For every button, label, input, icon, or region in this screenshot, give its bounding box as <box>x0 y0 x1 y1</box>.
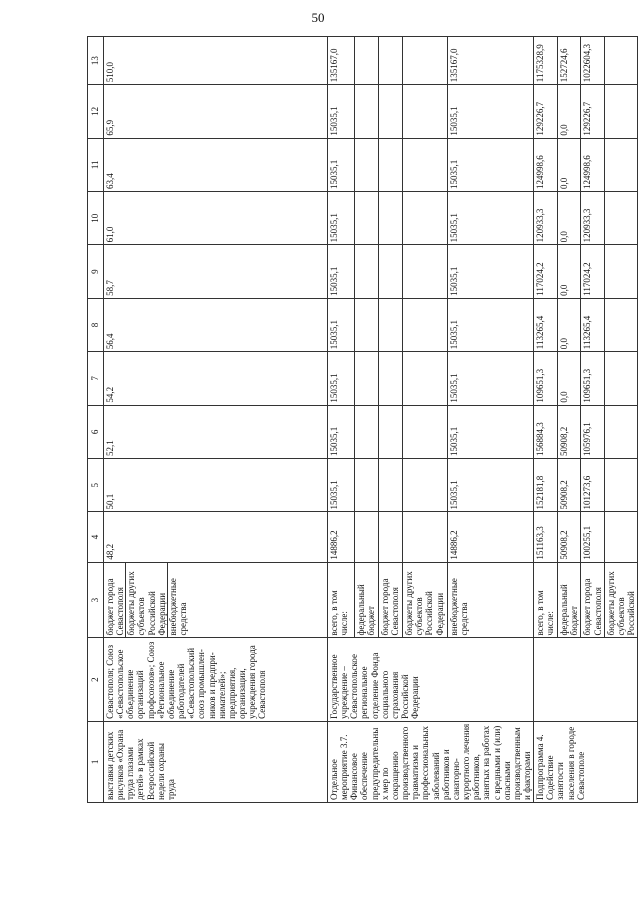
value-cell: 15035,1 <box>448 405 534 458</box>
value-cell <box>604 352 637 405</box>
value-cell <box>354 459 378 512</box>
value-cell: 152181,8 <box>534 459 558 512</box>
value-cell: 54,2 <box>104 352 328 405</box>
executor-cell: Государственное учреждение – Севастопольское региональное отделение Фонда социального страхования Российской Федерации <box>328 638 534 721</box>
value-cell <box>604 192 637 245</box>
value-cell: 100255,1 <box>581 512 604 562</box>
value-cell: 152724,6 <box>558 37 581 85</box>
value-cell: 15035,1 <box>448 138 534 191</box>
funding-source-cell: бюджет города Севастополя <box>581 562 604 638</box>
value-cell: 124998,6 <box>581 138 604 191</box>
event-name-cell: выставки детских рисунков «Охрана труда глазами детей» в рамках Всероссийской недели охраны труда <box>104 721 328 802</box>
value-cell <box>604 37 637 85</box>
value-cell <box>354 298 378 351</box>
value-cell <box>604 85 637 138</box>
value-cell: 0,0 <box>558 192 581 245</box>
value-cell <box>403 459 448 512</box>
value-cell: 120933,3 <box>581 192 604 245</box>
value-cell <box>354 512 378 562</box>
value-cell: 124998,6 <box>534 138 558 191</box>
budget-table <box>87 36 638 803</box>
value-cell: 1175328,9 <box>534 37 558 85</box>
funding-source-cell <box>104 562 328 638</box>
header-row <box>88 37 104 803</box>
value-cell: 105976,1 <box>581 405 604 458</box>
value-cell: 113265,4 <box>534 298 558 351</box>
value-cell: 1022604,3 <box>581 37 604 85</box>
value-cell <box>604 138 637 191</box>
subprogram-name-cell: Подпрограмма 4. Содействие занятости населения в городе Севастополе <box>534 721 638 802</box>
value-cell <box>379 352 403 405</box>
value-cell: 0,0 <box>558 245 581 298</box>
value-cell: 151163,3 <box>534 512 558 562</box>
value-cell: 101273,6 <box>581 459 604 512</box>
value-cell <box>403 405 448 458</box>
value-cell: 15035,1 <box>328 405 355 458</box>
executor-cell: Севастополя; Союз «Севастопольское объединение организаций профсоюзов»; Союз «Региональное объединение работодателей «Севастопольский союз промышлен-ников и предпри-нимателей»; предприятия, организации, учреждения города Севастополя <box>104 638 328 721</box>
value-cell: 15035,1 <box>328 85 355 138</box>
header-cell: 11 <box>88 138 104 191</box>
header-cell: 9 <box>88 245 104 298</box>
value-cell: 15035,1 <box>448 192 534 245</box>
value-cell <box>403 298 448 351</box>
value-cell: 50908,2 <box>558 459 581 512</box>
value-cell: 109651,3 <box>534 352 558 405</box>
value-cell <box>379 85 403 138</box>
header-cell: 3 <box>88 562 104 638</box>
value-cell: 0,0 <box>558 85 581 138</box>
value-cell: 129226,7 <box>581 85 604 138</box>
value-cell: 129226,7 <box>534 85 558 138</box>
value-cell <box>379 298 403 351</box>
value-cell: 15035,1 <box>328 192 355 245</box>
value-cell: 56,4 <box>104 298 328 351</box>
value-cell <box>379 405 403 458</box>
value-cell: 117024,2 <box>581 245 604 298</box>
table-row <box>104 37 328 803</box>
value-cell: 156884,3 <box>534 405 558 458</box>
header-cell: 6 <box>88 405 104 458</box>
value-cell <box>354 352 378 405</box>
value-cell <box>379 245 403 298</box>
table-row <box>328 37 355 803</box>
funding-source-cell: бюджет города Севастополя <box>379 562 403 638</box>
value-cell: 135167,0 <box>328 37 355 85</box>
value-cell: 15035,1 <box>328 138 355 191</box>
value-cell: 15035,1 <box>448 245 534 298</box>
value-cell <box>604 512 637 562</box>
value-cell <box>403 85 448 138</box>
header-cell: 4 <box>88 512 104 562</box>
value-cell: 14886,2 <box>328 512 355 562</box>
value-cell: 15035,1 <box>448 85 534 138</box>
funding-source-cell: бюджеты других субъектов Российской <box>604 562 637 638</box>
value-cell: 15035,1 <box>328 459 355 512</box>
value-cell <box>379 192 403 245</box>
value-cell <box>604 405 637 458</box>
event-name-cell: Отдельное мероприятие 3.7. Финансовое обеспечение предупредительных мер по сокращению производственного травматизма и профессиональных заболеваний работников и санаторно-курортного лечения работников, занятых на работах с вредными и (или) опасными производственными факторами <box>328 721 534 802</box>
value-cell: 50908,2 <box>558 405 581 458</box>
value-cell: 15035,1 <box>328 352 355 405</box>
value-cell <box>604 245 637 298</box>
value-cell <box>403 512 448 562</box>
value-cell: 15035,1 <box>328 298 355 351</box>
value-cell: 15035,1 <box>448 459 534 512</box>
value-cell <box>354 37 378 85</box>
funding-source-cell: всего, в том числе: <box>328 562 355 638</box>
value-cell: 15035,1 <box>448 352 534 405</box>
value-cell: 0,0 <box>558 138 581 191</box>
value-cell <box>379 512 403 562</box>
value-cell: 117024,2 <box>534 245 558 298</box>
value-cell: 50,1 <box>104 459 328 512</box>
header-cell: 8 <box>88 298 104 351</box>
value-cell: 0,0 <box>558 298 581 351</box>
table-row <box>534 37 558 803</box>
value-cell: 135167,0 <box>448 37 534 85</box>
value-cell <box>403 352 448 405</box>
header-cell: 5 <box>88 459 104 512</box>
value-cell: 50908,2 <box>558 512 581 562</box>
value-cell: 63,4 <box>104 138 328 191</box>
value-cell <box>379 138 403 191</box>
page-number: 50 <box>311 10 325 25</box>
executor-cell <box>534 638 638 721</box>
value-cell <box>403 138 448 191</box>
value-cell: 48,2 <box>104 512 328 562</box>
funding-source-cell: внебюджетные средства <box>448 562 534 638</box>
funding-source-label: бюджеты других субъектов Российской Федерации <box>125 563 167 638</box>
value-cell <box>354 85 378 138</box>
header-cell: 13 <box>88 37 104 85</box>
value-cell: 113265,4 <box>581 298 604 351</box>
value-cell <box>403 192 448 245</box>
header-cell: 12 <box>88 85 104 138</box>
value-cell <box>354 405 378 458</box>
rotated-table-container <box>87 36 637 803</box>
value-cell: 65,9 <box>104 85 328 138</box>
funding-source-label: внебюджетные средства <box>167 563 188 638</box>
header-cell: 10 <box>88 192 104 245</box>
value-cell: 109651,3 <box>581 352 604 405</box>
value-cell <box>379 37 403 85</box>
value-cell: 0,0 <box>558 352 581 405</box>
funding-source-cell: всего, в том числе: <box>534 562 558 638</box>
value-cell: 15035,1 <box>328 245 355 298</box>
value-cell <box>379 459 403 512</box>
value-cell: 15035,1 <box>448 298 534 351</box>
value-cell: 61,0 <box>104 192 328 245</box>
header-cell: 1 <box>88 721 104 802</box>
funding-source-label: бюджет города Севастополя <box>105 578 126 636</box>
value-cell <box>403 245 448 298</box>
value-cell: 52,1 <box>104 405 328 458</box>
funding-source-cell: федеральный бюджет <box>354 562 378 638</box>
value-cell <box>604 298 637 351</box>
value-cell: 120933,3 <box>534 192 558 245</box>
value-cell <box>354 192 378 245</box>
funding-source-cell: бюджеты других субъектов Российской Федерации <box>403 562 448 638</box>
value-cell <box>354 138 378 191</box>
header-cell: 2 <box>88 638 104 721</box>
value-cell <box>604 459 637 512</box>
value-cell: 58,7 <box>104 245 328 298</box>
funding-source-cell: федеральный бюджет <box>558 562 581 638</box>
header-cell: 7 <box>88 352 104 405</box>
value-cell: 14886,2 <box>448 512 534 562</box>
value-cell: 510,0 <box>104 37 328 85</box>
value-cell <box>354 245 378 298</box>
value-cell <box>403 37 448 85</box>
